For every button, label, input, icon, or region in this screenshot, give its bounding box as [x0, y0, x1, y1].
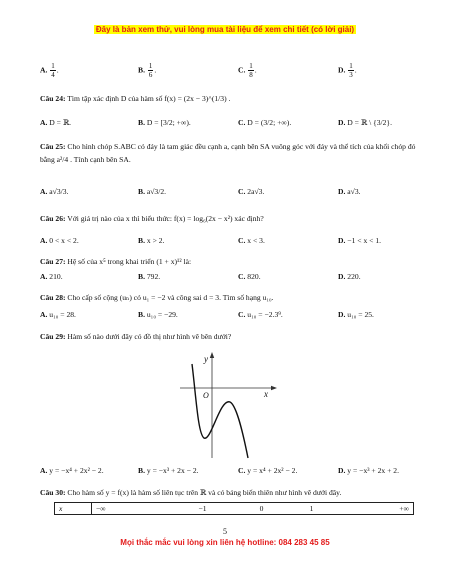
page-number: 5: [223, 527, 227, 536]
q23-option-c[interactable]: C. $\frac{1}{8}$ .: [238, 62, 257, 79]
q25-stem: Câu 25: Cho hình chóp S.ABC có đáy là tam giác đều cạnh a, cạnh bên SA vuông góc với đáy và thể tích của khối chóp đó bằng a²/4 . Tính cạnh bên SA.: [40, 142, 416, 164]
q24-option-c[interactable]: C. D = (3/2; +∞).: [238, 118, 292, 127]
q28-options: [0, 310, 450, 324]
q27-option-b[interactable]: B. 792.: [138, 272, 161, 281]
q23-options: [0, 62, 450, 79]
q27-option-d[interactable]: D. 220.: [338, 272, 361, 281]
x-axis-label: x: [264, 389, 268, 399]
variation-table-cell: 0: [237, 503, 287, 515]
q30-stem: Câu 30: Cho hàm số y = f(x) là hàm số liên tục trên ℝ và có bảng biến thiên như hình vẽ dưới đây.: [40, 488, 342, 497]
function-curve: [192, 364, 248, 458]
origin-label: O: [203, 391, 209, 400]
q24-option-b[interactable]: B. D = [3/2; +∞).: [138, 118, 191, 127]
q24-stem: Câu 24: Tìm tập xác định D của hàm số f(x) = (2x − 3)^(1/3) .: [40, 94, 231, 103]
q29-option-b[interactable]: B. y = −x³ + 2x − 2.: [138, 466, 199, 475]
q23-option-d[interactable]: D. $\frac{1}{3}$ .: [338, 62, 357, 79]
q26-stem: Câu 26: Với giá trị nào của x thì biểu thức: f(x) = log₆(2x − x²) xác định?: [40, 214, 264, 223]
q29-option-d[interactable]: D. y = −x³ + 2x + 2.: [338, 466, 399, 475]
hotline-footer: Mọi thắc mắc vui lòng xin liên hệ hotline: 084 283 45 85: [120, 538, 330, 547]
variation-table-cell: +∞: [336, 503, 413, 515]
q27-option-a[interactable]: A. 210.: [40, 272, 63, 281]
y-axis-arrow: [210, 352, 214, 358]
variation-table-cell: −1: [169, 503, 237, 515]
q24-option-a[interactable]: A. D = ℝ.: [40, 118, 72, 127]
q29-stem: Câu 29: Hàm số nào dưới đây có đồ thị như hình vẽ bên dưới?: [40, 332, 232, 341]
q26-option-c[interactable]: C. x < 3.: [238, 236, 265, 245]
q26-option-d[interactable]: D. −1 < x < 1.: [338, 236, 382, 245]
q28-option-b[interactable]: B. u₁₀ = −29.: [138, 310, 178, 319]
q29-option-c[interactable]: C. y = x⁴ + 2x² − 2.: [238, 466, 298, 475]
q24-option-d[interactable]: D. D = ℝ \ {3/2}.: [338, 118, 392, 127]
q25-option-a[interactable]: A. a√3/3.: [40, 187, 69, 196]
q23-option-b[interactable]: B. $\frac{1}{6}$ .: [138, 62, 157, 79]
q29-function-graph: [178, 350, 278, 460]
variation-table: [54, 502, 414, 515]
q29-options: [0, 466, 450, 480]
q28-option-c[interactable]: C. u₁₀ = −2.3⁹.: [238, 310, 283, 319]
q27-option-c[interactable]: C. 820.: [238, 272, 261, 281]
q26-options: [0, 236, 450, 250]
q23-option-a[interactable]: A. $\frac{1}{4}$ .: [40, 62, 59, 79]
variation-table-x-row: [55, 503, 414, 515]
q29-option-a[interactable]: A. y = −x⁴ + 2x² − 2.: [40, 466, 104, 475]
q26-option-a[interactable]: A. 0 < x < 2.: [40, 236, 79, 245]
q25-options: [0, 187, 450, 201]
preview-banner-text: Đây là bản xem thử, vui lòng mua tài liệu để xem chi tiết (có lời giải): [95, 25, 355, 34]
x-axis-arrow: [271, 386, 277, 390]
q28-option-a[interactable]: A. u₁₀ = 28.: [40, 310, 76, 319]
q26-option-b[interactable]: B. x > 2.: [138, 236, 165, 245]
q27-options: [0, 272, 450, 286]
variation-table-cell: x: [55, 503, 92, 515]
q27-stem: Câu 27: Hệ số của x⁵ trong khai triển (1 + x)¹² là:: [40, 257, 192, 266]
q28-stem: Câu 28: Cho cấp số cộng (uₙ) có u₁ = −2 và công sai d = 3. Tìm số hạng u₁₀.: [40, 293, 274, 302]
q28-option-d[interactable]: D. u₁₀ = 25.: [338, 310, 374, 319]
y-axis-label: y: [204, 354, 208, 364]
q25-option-b[interactable]: B. a√3/2.: [138, 187, 167, 196]
q25-option-d[interactable]: D. a√3.: [338, 187, 361, 196]
preview-banner: [0, 25, 450, 34]
q25-option-c[interactable]: C. 2a√3.: [238, 187, 265, 196]
variation-table-cell: −∞: [92, 503, 169, 515]
variation-table-cell: 1: [287, 503, 337, 515]
q24-options: [0, 118, 450, 132]
